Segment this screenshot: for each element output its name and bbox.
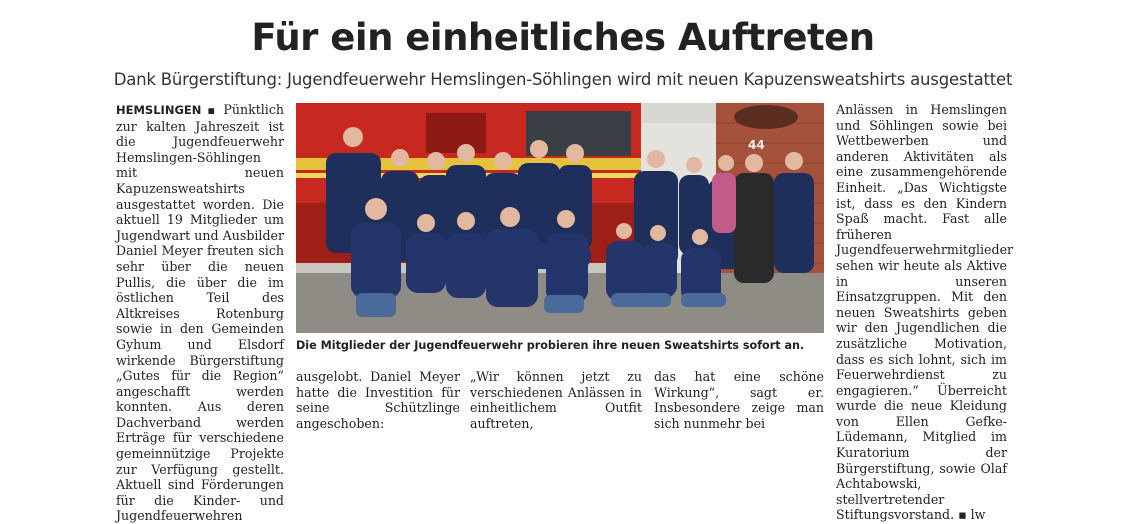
photo-caption: Die Mitglieder der Jugendfeuerwehr probieren ihre neuen Sweatshirts sofort an. <box>296 339 805 352</box>
column-1 <box>116 102 284 524</box>
garage-number: 44 <box>748 138 765 152</box>
column-3 <box>470 369 642 431</box>
column-2-text: ausgelobt. Daniel Meyer hatte die Investition für seine Schützlinge angeschoben: <box>296 369 460 431</box>
column-5-text: Anlässen in Hemslingen und Söhlingen sowie bei Wettbewerben und anderen Aktivitäten als eine zusammengehörende Einheit. „Das Wichtigste ist, dass es den Kindern Spaß macht. Fast alle früheren Jugendfeuerwehrmitglieder sehen wir heute als Aktive in unseren Einsatzgruppen. Mit den neuen Sweatshirts geben wir den Jugendlichen die zusätzliche Motivation, dass es sich lohnt, sich im Feuerwehrdienst zu engagieren.“ Überreicht wurde die neue Kleidung von Ellen Gefke-Lüdemann, Mitglied im Kuratorium der Bürgerstiftung, sowie Olaf Achtabowski, stellvertretender Stiftungsvorstand. ▪ lw <box>836 102 1014 523</box>
column-5 <box>836 102 1014 523</box>
dateline: HEMSLINGEN ▪ <box>116 103 218 117</box>
column-4 <box>654 369 824 431</box>
column-3-text: „Wir können jetzt zu verschiedenen Anlässen in einheitlichem Outfit auftreten, <box>470 369 642 431</box>
column-1-text: Pünktlich zur kalten Jahreszeit ist die Jugendfeuerwehr Hemslingen-Söhlingen mit neuen Kapuzensweatshirts ausgestattet worden. Die aktuell 19 Mitglieder um Jugendwart und Ausbilder Daniel Meyer freuten sich sehr über die neuen Pullis, die über die im östlichen Teil des Altkreises Rotenburg sowie in den Gemeinden Gyhum und Elsdorf wirkende Bürgerstiftung „Gutes für die Region“ angeschafft werden konnten. Aus deren Dachverband werden Erträge für verschiedene gemeinnützige Projekte zur Verfügung gestellt. Aktuell sind Förderungen für die Kinder- und Jugendfeuerwehren <box>116 102 284 524</box>
group-photo <box>296 103 824 333</box>
headline: Für ein einheitliches Auftreten <box>251 16 875 59</box>
column-4-text: das hat eine schöne Wirkung“, sagt er. Insbesondere zeige man sich nunmehr bei <box>654 369 824 431</box>
column-2 <box>296 369 460 431</box>
subheadline: Dank Bürgerstiftung: Jugendfeuerwehr Hemslingen-Söhlingen wird mit neuen Kapuzensweatshirts ausgestattet <box>113 70 1013 89</box>
